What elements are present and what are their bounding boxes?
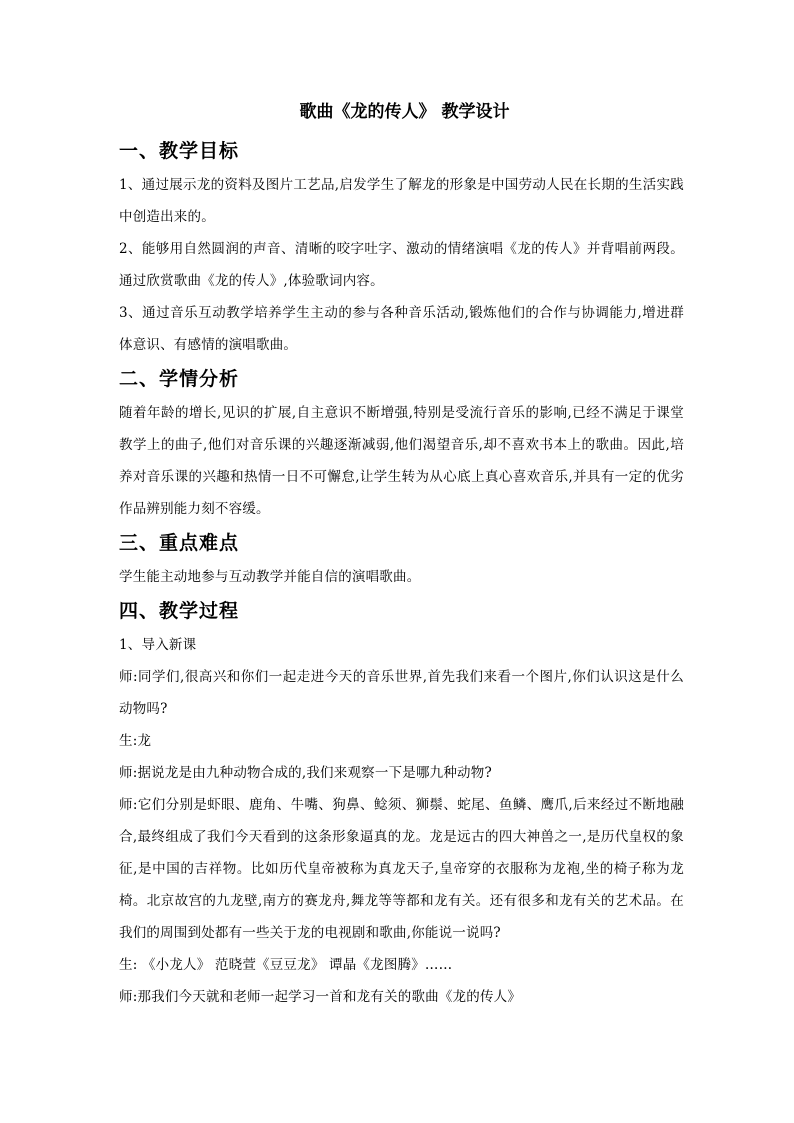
paragraph: 师:那我们今天就和老师一起学习一首和龙有关的歌曲《龙的传人》: [119, 989, 522, 1005]
paragraph: 生:龙: [119, 733, 152, 749]
paragraph: 3、通过音乐互动教学培养学生主动的参与各种音乐活动,锻炼他们的合作与协调能力,增进群体意识、有感情的演唱歌曲。: [119, 305, 684, 353]
section-teaching-process: [119, 597, 684, 1013]
section-heading: 二、学情分析: [119, 368, 240, 390]
section-teaching-goals: [119, 137, 684, 361]
paragraph: 生: 《小龙人》 范晓萱《豆豆龙》 谭晶《龙图腾》……: [119, 957, 453, 973]
section-key-points: [119, 529, 684, 593]
section-heading: 一、教学目标: [119, 140, 240, 162]
paragraph: 师:它们分别是虾眼、鹿角、牛嘴、狗鼻、鲶须、狮鬃、蛇尾、鱼鳞、鹰爪,后来经过不断地融合,最终组成了我们今天看到的这条形象逼真的龙。龙是远古的四大神兽之一,是历代皇权的象征,是中国的吉祥物。比如历代皇帝被称为真龙天子,皇帝穿的衣服称为龙袍,坐的椅子称为龙椅。北京故宫的九龙壁,南方的赛龙舟,舞龙等等都和龙有关。还有很多和龙有关的艺术品。在我们的周围到处都有一些关于龙的电视剧和歌曲,你能说一说吗?: [119, 797, 684, 941]
paragraph: 师:据说龙是由九种动物合成的,我们来观察一下是哪九种动物?: [119, 765, 492, 781]
paragraph: 2、能够用自然圆润的声音、清晰的咬字吐字、激动的情绪演唱《龙的传人》并背唱前两段。通过欣赏歌曲《龙的传人》,体验歌词内容。: [119, 241, 684, 289]
section-heading: 四、教学过程: [119, 600, 240, 622]
document-page: [119, 100, 684, 1013]
paragraph: 1、通过展示龙的资料及图片工艺品,启发学生了解龙的形象是中国劳动人民在长期的生活实践中创造出来的。: [119, 177, 684, 225]
document-title: 歌曲《龙的传人》 教学设计: [299, 102, 510, 122]
paragraph: 随着年龄的增长,见识的扩展,自主意识不断增强,特别是受流行音乐的影响,已经不满足于课堂教学上的曲子,他们对音乐课的兴趣逐渐减弱,他们渴望音乐,却不喜欢书本上的歌曲。因此,培养对音乐课的兴趣和热情一日不可懈怠,让学生转为从心底上真心喜欢音乐,并具有一定的优劣作品辨别能力刻不容缓。: [119, 405, 684, 517]
paragraph: 1、导入新课: [119, 637, 197, 653]
section-heading: 三、重点难点: [119, 532, 240, 554]
paragraph: 学生能主动地参与互动教学并能自信的演唱歌曲。: [119, 569, 421, 585]
section-learner-analysis: [119, 365, 684, 525]
paragraph: 师:同学们,很高兴和你们一起走进今天的音乐世界,首先我们来看一个图片,你们认识这是什么动物吗?: [119, 669, 684, 717]
